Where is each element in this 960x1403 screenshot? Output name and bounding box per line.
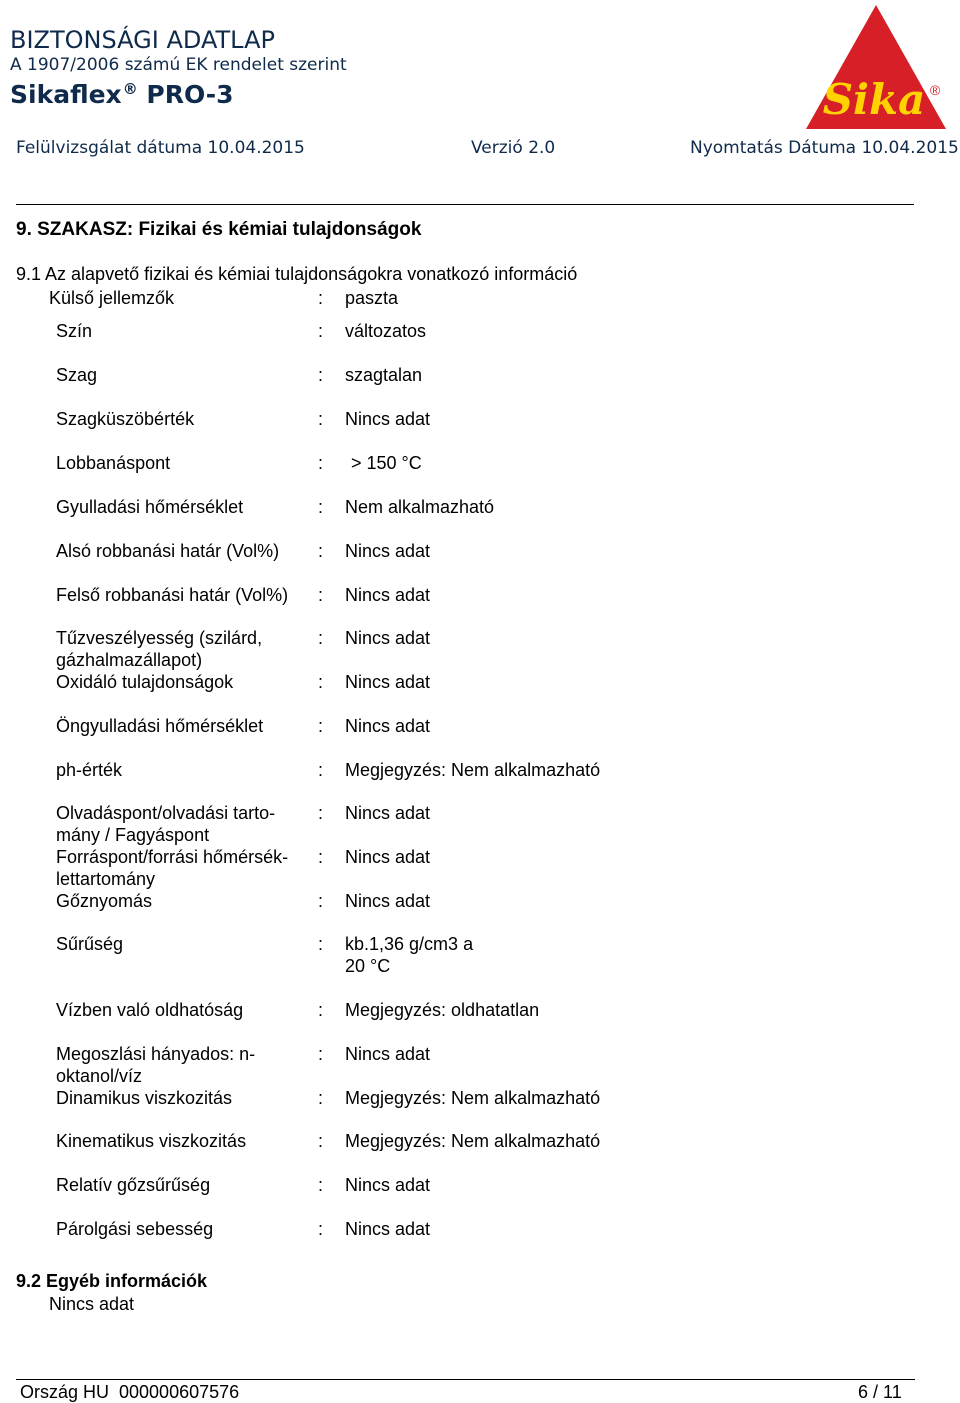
property-label: Vízben való oldhatóság xyxy=(56,1000,244,1020)
property-separator: : xyxy=(318,1219,324,1239)
version: Verzió 2.0 xyxy=(471,138,556,158)
subsection-title: 9.1 Az alapvető fizikai és kémiai tulajdonságokra vonatkozó információ xyxy=(16,264,578,284)
footer-country: Ország HU 000000607576 xyxy=(20,1382,240,1402)
property-separator: : xyxy=(318,365,324,385)
property-value: paszta xyxy=(345,288,399,308)
property-value: Nincs adat xyxy=(345,1175,431,1195)
property-separator: : xyxy=(318,1044,324,1064)
property-value: > 150 °C xyxy=(351,453,422,473)
document-title: BIZTONSÁGI ADATLAP xyxy=(10,26,275,54)
property-separator: : xyxy=(318,716,324,736)
property-label: Forráspont/forrási hőmérsék-lettartomány xyxy=(56,847,289,889)
property-label: Szín xyxy=(56,321,93,341)
property-separator: : xyxy=(318,541,324,561)
product-code: PRO-3 xyxy=(146,80,234,109)
property-label: Szagküszöbérték xyxy=(56,409,195,429)
property-value: Nincs adat xyxy=(345,1044,431,1064)
property-value: szagtalan xyxy=(345,365,423,385)
property-value: változatos xyxy=(345,321,427,341)
property-separator: : xyxy=(318,453,324,473)
revision-date: Felülvizsgálat dátuma 10.04.2015 xyxy=(16,138,305,158)
property-label: Párolgási sebesség xyxy=(56,1219,214,1239)
property-value: Nincs adat xyxy=(345,716,431,736)
property-label: Alsó robbanási határ (Vol%) xyxy=(56,541,280,561)
property-separator: : xyxy=(318,1131,324,1151)
property-value: Megjegyzés: Nem alkalmazható xyxy=(345,1131,601,1151)
footer-divider xyxy=(16,1379,915,1380)
property-value: Nincs adat xyxy=(345,847,431,867)
product-name-text: Sikaflex xyxy=(10,80,122,109)
property-separator: : xyxy=(318,1088,324,1108)
property-value: Nincs adat xyxy=(345,891,431,911)
property-label: Öngyulladási hőmérséklet xyxy=(56,716,264,736)
property-value: Nincs adat xyxy=(345,672,431,692)
property-separator: : xyxy=(318,585,324,605)
property-separator: : xyxy=(318,321,324,341)
property-label: Gyulladási hőmérséklet xyxy=(56,497,244,517)
property-separator: : xyxy=(318,803,324,823)
registered-mark: ® xyxy=(122,80,138,98)
property-value: Nincs adat xyxy=(345,585,431,605)
property-separator: : xyxy=(318,497,324,517)
property-label: Tűzveszélyesség (szilárd, gázhalmazállapot) xyxy=(56,628,263,670)
logo-registered-mark: ® xyxy=(929,82,941,98)
property-label: ph-érték xyxy=(56,760,123,780)
property-separator: : xyxy=(318,288,324,308)
property-separator: : xyxy=(318,1175,324,1195)
property-separator: : xyxy=(318,628,324,648)
section-title: 9. SZAKASZ: Fizikai és kémiai tulajdonságok xyxy=(16,219,422,240)
property-separator: : xyxy=(318,409,324,429)
property-separator: : xyxy=(318,934,324,954)
print-date: Nyomtatás Dátuma 10.04.2015 xyxy=(690,138,959,158)
property-label: Dinamikus viszkozitás xyxy=(56,1088,233,1108)
other-info-title: 9.2 Egyéb információk xyxy=(16,1271,208,1291)
property-value: Nincs adat xyxy=(345,628,431,648)
other-info-value: Nincs adat xyxy=(49,1294,135,1314)
property-separator: : xyxy=(318,760,324,780)
property-value: Megjegyzés: Nem alkalmazható xyxy=(345,1088,601,1108)
property-value: kb.1,36 g/cm3 a 20 °C xyxy=(345,934,474,976)
property-label: Megoszlási hányados: n-oktanol/víz xyxy=(56,1044,256,1086)
property-separator: : xyxy=(318,847,324,867)
property-label: Oxidáló tulajdonságok xyxy=(56,672,234,692)
regulation-subtitle: A 1907/2006 számú EK rendelet szerint xyxy=(10,55,347,75)
property-label: Relatív gőzsűrűség xyxy=(56,1175,211,1195)
property-label: Kinematikus viszkozitás xyxy=(56,1131,247,1151)
property-value: Nincs adat xyxy=(345,541,431,561)
property-separator: : xyxy=(318,1000,324,1020)
property-label: Felső robbanási határ (Vol%) xyxy=(56,585,289,605)
property-separator: : xyxy=(318,672,324,692)
property-label: Szag xyxy=(56,365,98,385)
property-value: Nincs adat xyxy=(345,803,431,823)
property-label: Olvadáspont/olvadási tarto-mány / Fagyáspont xyxy=(56,803,276,845)
property-value: Nincs adat xyxy=(345,1219,431,1239)
property-value: Nincs adat xyxy=(345,409,431,429)
property-value: Megjegyzés: Nem alkalmazható xyxy=(345,760,601,780)
property-value: Nem alkalmazható xyxy=(345,497,495,517)
logo-text: Sika xyxy=(822,75,926,124)
property-label: Sűrűség xyxy=(56,934,124,954)
property-label: Külső jellemzők xyxy=(49,288,175,308)
property-value: Megjegyzés: oldhatatlan xyxy=(345,1000,540,1020)
property-label: Gőznyomás xyxy=(56,891,153,911)
page-number: 6 / 11 xyxy=(858,1382,902,1402)
property-label: Lobbanáspont xyxy=(56,453,171,473)
property-separator: : xyxy=(318,891,324,911)
